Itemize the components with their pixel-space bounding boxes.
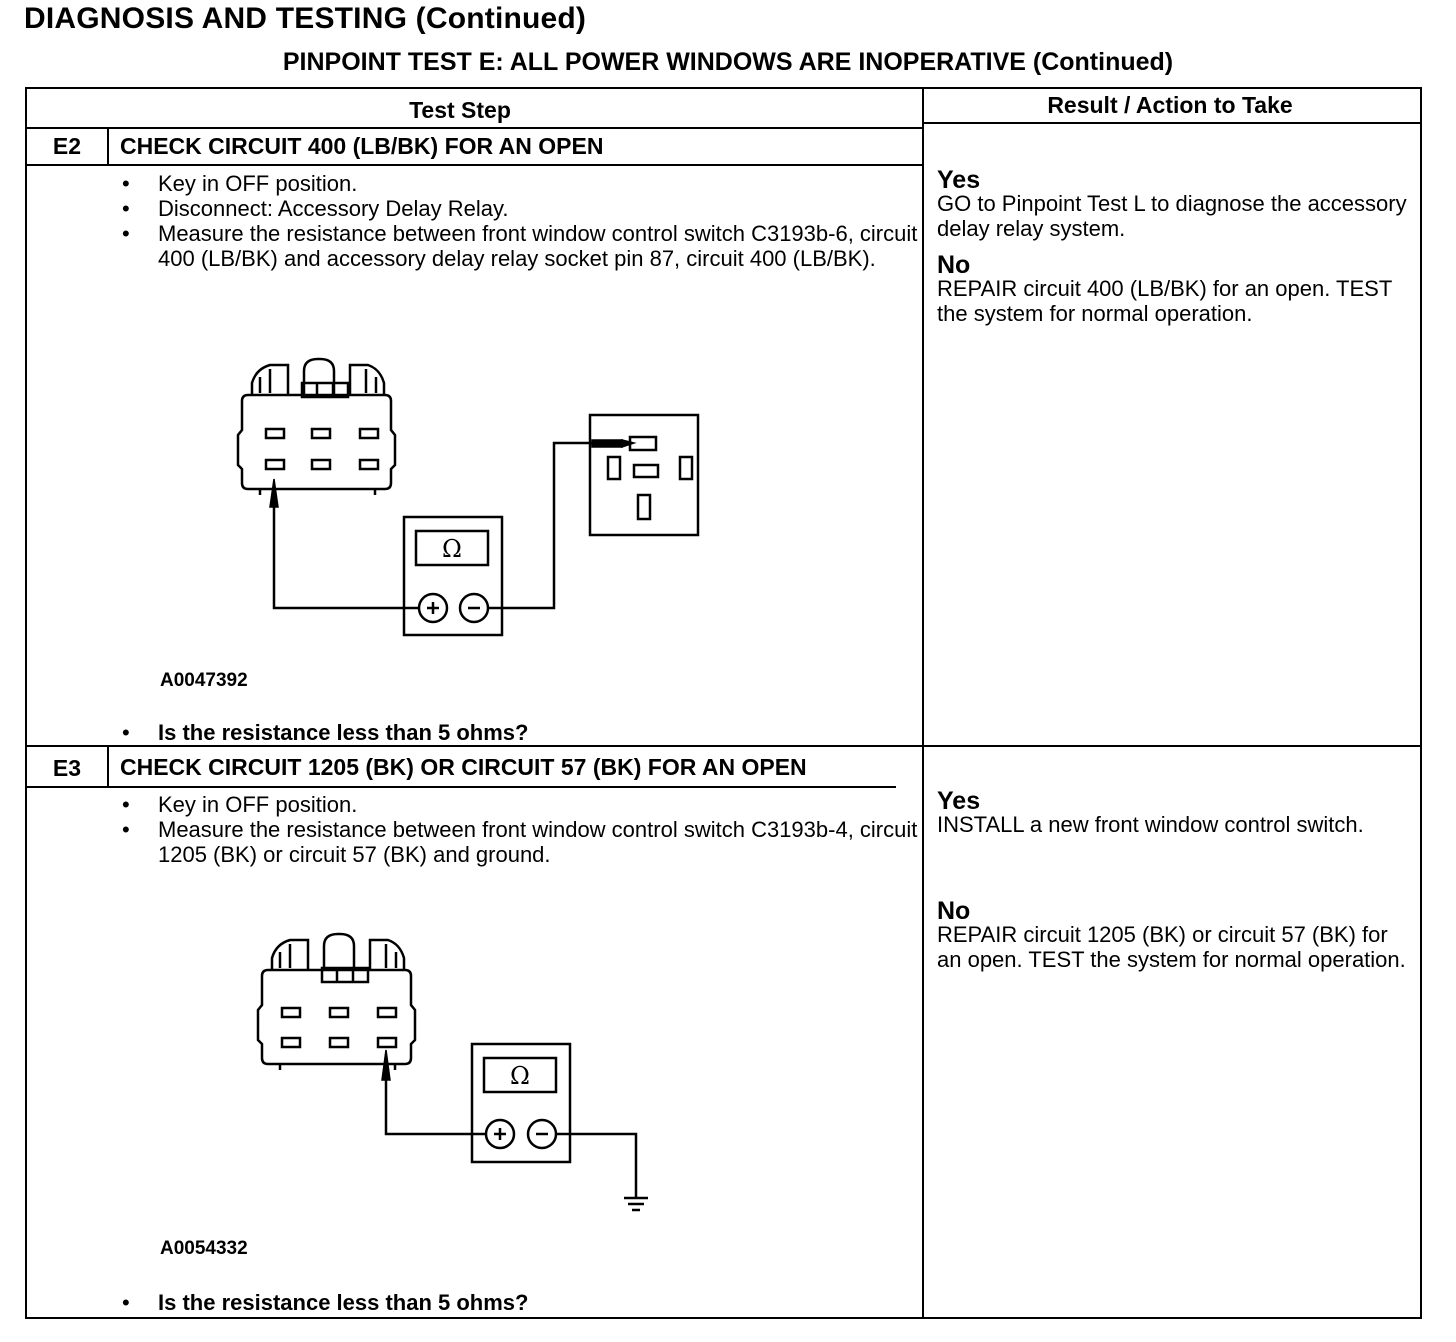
step-id: E2 bbox=[52, 133, 82, 159]
column-divider bbox=[922, 88, 924, 1319]
page-subtitle: PINPOINT TEST E: ALL POWER WINDOWS ARE INOPERATIVE (Continued) bbox=[282, 48, 1174, 76]
header-divider-left bbox=[26, 127, 922, 129]
ohm-symbol: Ω bbox=[510, 1062, 530, 1090]
page-title: DIAGNOSIS AND TESTING (Continued) bbox=[24, 2, 587, 35]
step-instructions bbox=[117, 792, 918, 867]
relay-socket-illustration bbox=[590, 415, 698, 535]
step-question: • Is the resistance less than 5 ohms? bbox=[117, 1290, 528, 1316]
result-no-label: No bbox=[937, 251, 971, 279]
result-yes-text: INSTALL a new front window control switch. bbox=[937, 812, 1364, 837]
ground-icon bbox=[624, 1198, 648, 1210]
header-divider-right bbox=[923, 122, 1421, 124]
step-title: CHECK CIRCUIT 400 (LB/BK) FOR AN OPEN bbox=[120, 133, 604, 159]
header-result: Result / Action to Take bbox=[1047, 92, 1293, 118]
step-instructions bbox=[117, 171, 918, 271]
instruction-item: • Key in OFF position. bbox=[117, 792, 918, 817]
result-no-label: No bbox=[937, 897, 971, 925]
result-no-text: REPAIR circuit 1205 (BK) or circuit 57 (BK) for an open. TEST the system for normal operation. bbox=[937, 922, 1406, 972]
header-test-step: Test Step bbox=[409, 97, 511, 123]
e2-id-divider bbox=[107, 128, 109, 164]
step-id: E3 bbox=[52, 755, 82, 781]
wiring-diagram-e3 bbox=[250, 930, 670, 1220]
instruction-item: • Key in OFF position. bbox=[117, 171, 918, 196]
figure-id: A0047392 bbox=[160, 670, 248, 691]
result-yes-label: Yes bbox=[937, 787, 981, 815]
e3-title-divider bbox=[26, 786, 896, 788]
e3-id-divider bbox=[107, 746, 109, 786]
result-yes-text: GO to Pinpoint Test L to diagnose the accessory delay relay system. bbox=[937, 191, 1407, 241]
result-yes-label: Yes bbox=[937, 166, 981, 194]
result-no-text: REPAIR circuit 400 (LB/BK) for an open. TEST the system for normal operation. bbox=[937, 276, 1392, 326]
connector-illustration bbox=[238, 359, 395, 495]
pinpoint-test-table bbox=[25, 87, 1422, 1319]
instruction-item: • Measure the resistance between front window control switch C3193b-6, circuit 400 (LB/BK) and accessory delay relay socket pin 87, circuit 400 (LB/BK). bbox=[117, 221, 918, 271]
step-title: CHECK CIRCUIT 1205 (BK) OR CIRCUIT 57 (BK) FOR AN OPEN bbox=[120, 754, 807, 780]
connector-illustration bbox=[258, 934, 415, 1070]
figure-id: A0054332 bbox=[160, 1238, 248, 1259]
e2-title-divider bbox=[26, 164, 922, 166]
instruction-item: • Disconnect: Accessory Delay Relay. bbox=[117, 196, 918, 221]
probe-tips bbox=[270, 440, 634, 507]
step-question: • Is the resistance less than 5 ohms? bbox=[117, 720, 528, 746]
wiring-diagram-e2 bbox=[230, 355, 710, 645]
ohm-symbol: Ω bbox=[442, 535, 462, 563]
instruction-item: • Measure the resistance between front window control switch C3193b-4, circuit 1205 (BK) or circuit 57 (BK) and ground. bbox=[117, 817, 918, 867]
